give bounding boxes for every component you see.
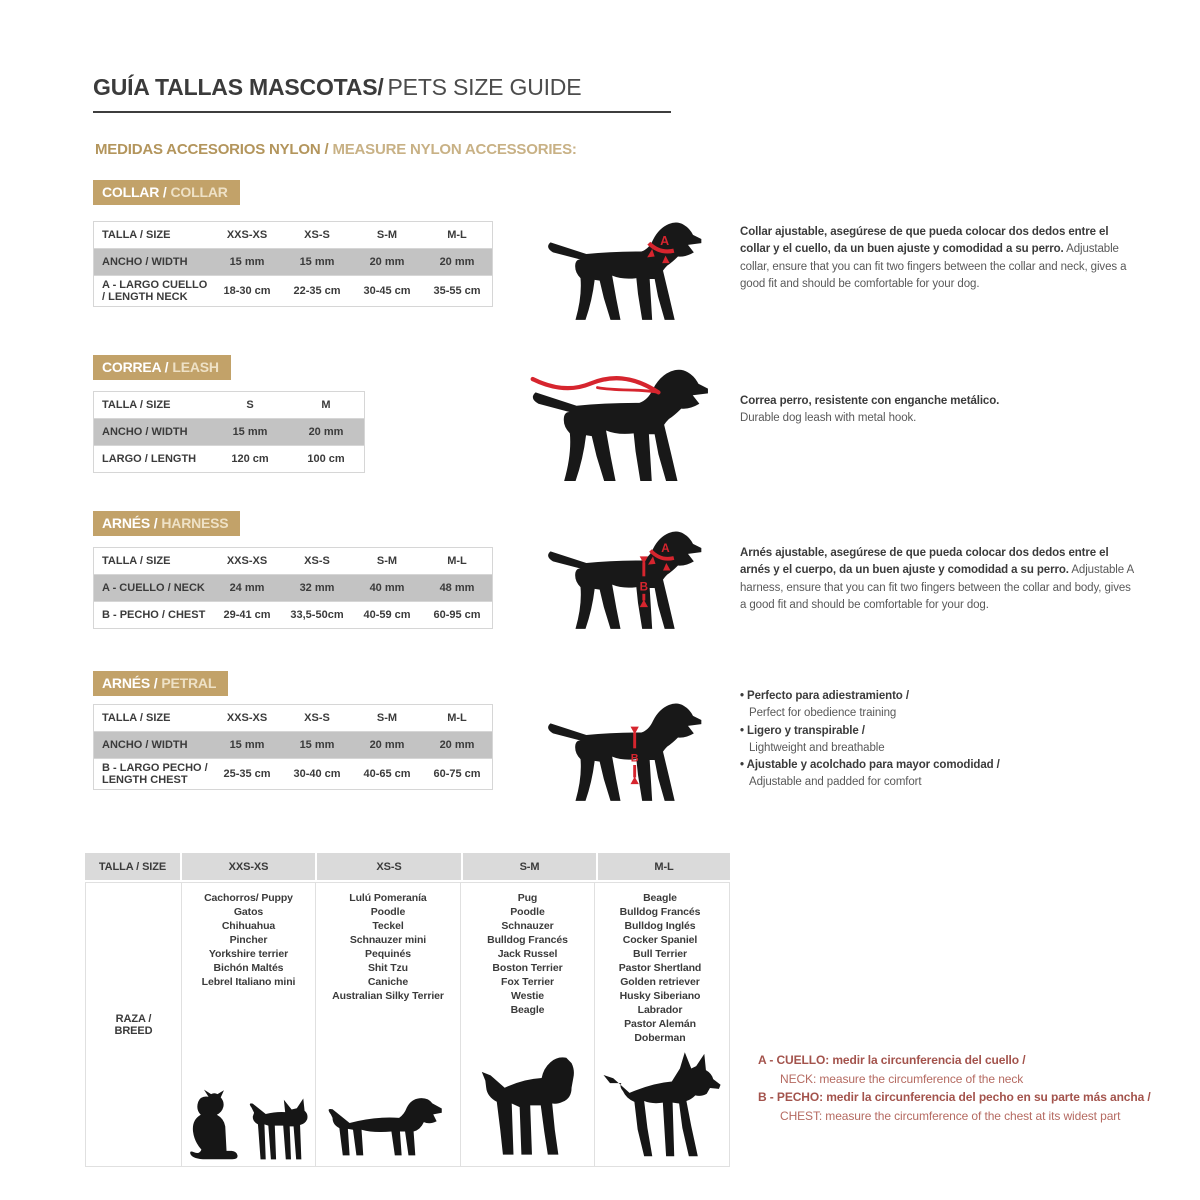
cell: S — [246, 399, 254, 411]
page-title-en: PETS SIZE GUIDE — [387, 74, 582, 100]
breed-item: Bull Terrier — [632, 948, 688, 960]
petral-badge-es: ARNÉS / — [102, 675, 158, 691]
breed-list-xxs-xs — [202, 891, 296, 989]
note-b-en: CHEST: measure the circumference of the chest at its widest part — [780, 1108, 1121, 1123]
cell: 18-30 cm — [223, 285, 271, 297]
breed-item: Pincher — [229, 934, 268, 946]
breed-item: Chihuahua — [221, 920, 276, 932]
breed-item: Australian Silky Terrier — [332, 990, 444, 1002]
breeds-header-s-m: S-M — [463, 853, 596, 880]
petral-size-table — [93, 704, 493, 790]
cell: 22-35 cm — [293, 285, 341, 297]
collar-desc-en: Adjustable collar, ensure that you can fit two fingers between the collar and neck, gives a good fit and should be comfortable for your dog. — [740, 243, 1127, 290]
page-title-es: GUÍA TALLAS MASCOTAS/ — [93, 74, 384, 100]
breed-item: Beagle — [510, 1004, 545, 1016]
leash-desc-es: Correa perro, resistente con enganche metálico. — [740, 395, 1000, 407]
table-row — [94, 222, 492, 248]
schnauzer-silhouette-icon — [473, 1049, 583, 1163]
page-title — [93, 74, 671, 113]
chihuahua-silhouette-icon — [245, 1092, 313, 1163]
row-label: TALLA / SIZE — [102, 712, 171, 724]
page-subtitle-es: MEDIDAS ACCESORIOS NYLON / — [95, 141, 329, 158]
cell: 20 mm — [439, 256, 475, 268]
cell: 30-45 cm — [363, 285, 411, 297]
breed-item: Yorkshire terrier — [208, 948, 289, 960]
cell: 32 mm — [299, 582, 335, 594]
breed-item: Shit Tzu — [367, 962, 408, 974]
cell: XS-S — [304, 229, 330, 241]
cell: 100 cm — [307, 453, 345, 465]
dachshund-silhouette-icon — [324, 1082, 452, 1163]
marker-letter-b: B — [630, 752, 639, 765]
breeds-cell-m-l — [594, 883, 725, 1166]
breeds-cell-xs-s — [315, 883, 460, 1166]
harness-size-table — [93, 547, 493, 629]
breed-item: Westie — [510, 990, 545, 1002]
cell: M — [321, 399, 331, 411]
breeds-header-row — [85, 853, 730, 880]
harness-section-badge — [93, 511, 240, 536]
leash-badge-en: LEASH — [172, 359, 219, 375]
page-subtitle-en: MEASURE NYLON ACCESSORIES: — [332, 141, 577, 158]
silhouettes-xxs-xs — [184, 1089, 313, 1166]
breed-item: Lebrel Italiano mini — [201, 976, 296, 988]
leash-section-badge — [93, 355, 231, 380]
breed-item: Pastor Shertland — [618, 962, 702, 974]
breed-item: Gatos — [233, 906, 264, 918]
table-row — [94, 574, 492, 601]
row-label: A - LARGO CUELLO / LENGTH NECK — [102, 279, 208, 303]
breeds-header-xs-s: XS-S — [317, 853, 461, 880]
table-row — [94, 248, 492, 275]
leash-marker — [533, 378, 659, 392]
breed-item: Boston Terrier — [492, 962, 563, 974]
breeds-row-label-cell — [86, 883, 181, 1166]
cell: 20 mm — [369, 256, 405, 268]
row-label: B - LARGO PECHO / LENGTH CHEST — [102, 762, 208, 786]
cell: M-L — [447, 555, 467, 567]
cell: 40-65 cm — [363, 768, 411, 780]
leash-description — [740, 393, 1135, 428]
cell: XS-S — [304, 712, 330, 724]
feature-item — [740, 688, 1120, 723]
harness-badge-en: HARNESS — [161, 515, 229, 531]
breeds-cell-s-m — [460, 883, 594, 1166]
doberman-silhouette-icon — [597, 1049, 723, 1163]
cell: 15 mm — [229, 256, 265, 268]
cell: 15 mm — [232, 426, 268, 438]
collar-size-table — [93, 221, 493, 307]
cell: 35-55 cm — [433, 285, 481, 297]
breed-item: Golden retriever — [620, 976, 700, 988]
silhouettes-xs-s — [324, 1082, 452, 1166]
table-row — [94, 601, 492, 628]
leash-desc-en: Durable dog leash with metal hook. — [740, 412, 917, 425]
cell: XXS-XS — [226, 712, 268, 724]
breed-item: Bulldog Inglés — [624, 920, 696, 932]
feature-item — [740, 757, 1120, 792]
cell: 33,5-50cm — [290, 609, 344, 621]
cell: S-M — [376, 555, 398, 567]
table-row — [94, 548, 492, 574]
collar-section-badge — [93, 180, 240, 205]
note-a-es: A - CUELLO: medir la circunferencia del cuello / — [758, 1053, 1026, 1067]
cell: 29-41 cm — [223, 609, 271, 621]
note-a-en: NECK: measure the circumference of the neck — [780, 1071, 1024, 1086]
breed-item: Husky Siberiano — [619, 990, 701, 1002]
table-row — [94, 445, 364, 472]
cell: 40-59 cm — [363, 609, 411, 621]
harness-desc-en: Adjustable A harness, ensure that you can fit two fingers between the collar and body, gives a good fit and should be comfortable for your dog. — [740, 564, 1134, 611]
collar-badge-en: COLLAR — [170, 184, 228, 200]
cat-silhouette-icon — [184, 1089, 242, 1163]
breed-item: Fox Terrier — [501, 976, 554, 988]
harness-badge-es: ARNÉS / — [102, 515, 158, 531]
breeds-row-label: RAZA / BREED — [114, 1012, 153, 1037]
collar-description — [740, 224, 1135, 293]
leash-size-table — [93, 391, 365, 473]
feature-es: • Perfecto para adiestramiento / — [740, 688, 1120, 705]
dog-collar-illustration — [543, 214, 718, 339]
cell: 40 mm — [369, 582, 405, 594]
harness-desc-es: Arnés ajustable, asegúrese de que pueda colocar dos dedos entre el arnés y el cuerpo, da un buen ajuste y comodidad a su perro. — [740, 547, 1109, 577]
breed-item: Jack Russel — [497, 948, 558, 960]
dog-petral-illustration — [543, 695, 718, 820]
breed-item: Poodle — [510, 906, 545, 918]
breed-item: Teckel — [372, 920, 404, 932]
breed-item: Pug — [517, 892, 538, 904]
page-subtitle — [95, 141, 577, 158]
cell: 20 mm — [369, 739, 405, 751]
feature-item — [740, 723, 1120, 758]
breeds-cell-xxs-xs — [181, 883, 315, 1166]
breeds-header-xxs-xs: XXS-XS — [182, 853, 315, 880]
cell: 24 mm — [229, 582, 265, 594]
breed-item: Bulldog Francés — [619, 906, 701, 918]
measurement-notes — [758, 1051, 1188, 1125]
dog-harness-illustration — [543, 523, 718, 648]
cell: 60-75 cm — [433, 768, 481, 780]
cell: 48 mm — [439, 582, 475, 594]
breeds-body-row — [85, 882, 730, 1167]
breed-list-xs-s — [332, 891, 444, 1003]
breed-item: Pastor Alemán — [624, 1018, 696, 1030]
cell: XXS-XS — [226, 229, 268, 241]
cell: 25-35 cm — [223, 768, 271, 780]
breed-item: Doberman — [634, 1032, 686, 1044]
breed-item: Labrador — [637, 1004, 683, 1016]
feature-en: Lightweight and breathable — [749, 741, 885, 754]
collar-badge-es: COLLAR / — [102, 184, 167, 200]
row-label: TALLA / SIZE — [102, 555, 171, 567]
harness-description — [740, 545, 1135, 614]
breed-item: Cachorros/ Puppy — [204, 892, 293, 904]
collar-desc-es: Collar ajustable, asegúrese de que pueda colocar dos dedos entre el collar y el cuello, da un buen ajuste y comodidad a su perro. — [740, 226, 1109, 256]
cell: 20 mm — [439, 739, 475, 751]
breed-item: Pequinés — [365, 948, 411, 960]
petral-section-badge — [93, 671, 228, 696]
cell: XXS-XS — [226, 555, 268, 567]
row-label: TALLA / SIZE — [102, 229, 171, 241]
cell: M-L — [447, 229, 467, 241]
silhouettes-s-m — [473, 1049, 583, 1166]
cell: 20 mm — [308, 426, 344, 438]
table-row — [94, 418, 364, 445]
breed-item: Beagle — [643, 892, 677, 904]
breed-item: Bichón Maltés — [213, 962, 284, 974]
leash-badge-es: CORREA / — [102, 359, 169, 375]
cell: 30-40 cm — [293, 768, 341, 780]
row-label: ANCHO / WIDTH — [102, 256, 188, 268]
row-label: LARGO / LENGTH — [102, 453, 197, 465]
note-b-es: B - PECHO: medir la circunferencia del pecho en su parte más ancha / — [758, 1090, 1151, 1105]
feature-es: • Ligero y transpirable / — [740, 723, 1120, 740]
cell: 15 mm — [299, 739, 335, 751]
breed-item: Cocker Spaniel — [622, 934, 698, 946]
row-label: ANCHO / WIDTH — [102, 426, 188, 438]
breeds-table — [85, 853, 730, 1167]
breed-item: Schnauzer mini — [349, 934, 427, 946]
cell: M-L — [447, 712, 467, 724]
feature-es: • Ajustable y acolchado para mayor comodidad / — [740, 757, 1120, 774]
breed-item: Schnauzer — [501, 920, 554, 932]
cell: S-M — [376, 229, 398, 241]
breed-list-m-l — [619, 891, 701, 1045]
marker-letter-b: B — [639, 580, 649, 594]
feature-en: Adjustable and padded for comfort — [749, 776, 922, 789]
row-label: B - PECHO / CHEST — [102, 609, 206, 621]
breed-list-s-m — [487, 891, 568, 1017]
table-row — [94, 758, 492, 789]
row-label: A - CUELLO / NECK — [102, 582, 205, 594]
breed-item: Caniche — [367, 976, 409, 988]
row-label: TALLA / SIZE — [102, 399, 171, 411]
cell: S-M — [376, 712, 398, 724]
silhouettes-m-l — [597, 1049, 723, 1166]
marker-letter-a: A — [660, 233, 670, 248]
petral-features — [740, 688, 1120, 792]
feature-en: Perfect for obedience training — [749, 707, 897, 720]
breed-item: Bulldog Francés — [487, 934, 568, 946]
table-row — [94, 731, 492, 758]
marker-letter-a: A — [661, 542, 670, 556]
cell: XS-S — [304, 555, 330, 567]
cell: 15 mm — [299, 256, 335, 268]
cell: 15 mm — [229, 739, 265, 751]
dog-leash-illustration — [527, 360, 727, 503]
breed-item: Poodle — [370, 906, 406, 918]
cell: 60-95 cm — [433, 609, 481, 621]
table-row — [94, 392, 364, 418]
breeds-header-label: TALLA / SIZE — [85, 853, 180, 880]
table-row — [94, 275, 492, 306]
cell: 120 cm — [231, 453, 269, 465]
breed-item: Lulú Pomeranía — [349, 892, 427, 904]
row-label: ANCHO / WIDTH — [102, 739, 188, 751]
breeds-header-m-l: M-L — [598, 853, 730, 880]
table-row — [94, 705, 492, 731]
petral-badge-en: PETRAL — [161, 675, 217, 691]
